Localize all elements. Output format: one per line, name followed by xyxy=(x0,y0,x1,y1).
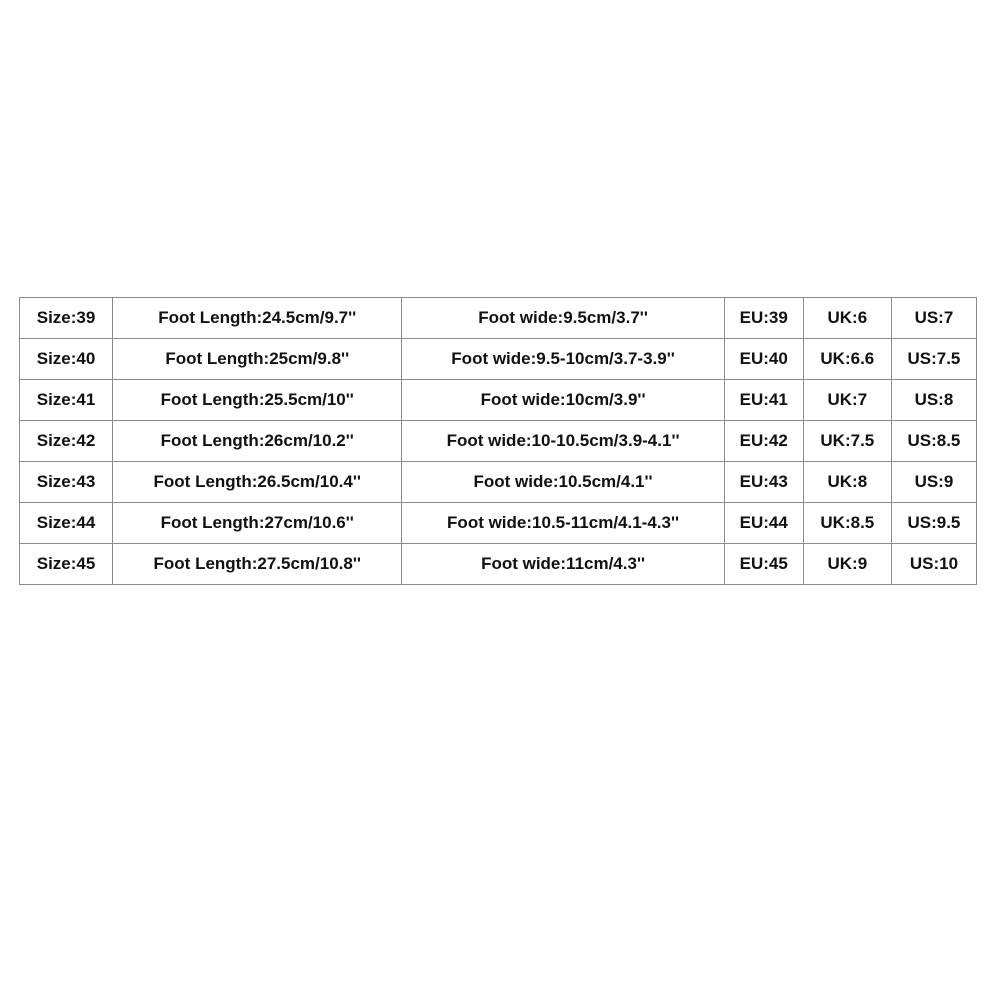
uk-size-cell: UK:7.5 xyxy=(803,421,891,462)
foot-length-cell: Foot Length:24.5cm/9.7'' xyxy=(113,298,402,339)
size-cell: Size:44 xyxy=(20,503,113,544)
foot-length-cell: Foot Length:25.5cm/10'' xyxy=(113,380,402,421)
foot-length-cell: Foot Length:25cm/9.8'' xyxy=(113,339,402,380)
size-cell: Size:42 xyxy=(20,421,113,462)
uk-size-cell: UK:7 xyxy=(803,380,891,421)
foot-wide-cell: Foot wide:10.5-11cm/4.1-4.3'' xyxy=(402,503,724,544)
table-row xyxy=(20,503,977,544)
eu-size-cell: EU:41 xyxy=(724,380,803,421)
uk-size-cell: UK:9 xyxy=(803,544,891,585)
size-cell: Size:41 xyxy=(20,380,113,421)
table-row xyxy=(20,462,977,503)
size-cell: Size:40 xyxy=(20,339,113,380)
foot-length-cell: Foot Length:27cm/10.6'' xyxy=(113,503,402,544)
foot-wide-cell: Foot wide:9.5cm/3.7'' xyxy=(402,298,724,339)
us-size-cell: US:8.5 xyxy=(891,421,976,462)
us-size-cell: US:7.5 xyxy=(891,339,976,380)
table-row xyxy=(20,421,977,462)
uk-size-cell: UK:8.5 xyxy=(803,503,891,544)
table-row xyxy=(20,339,977,380)
eu-size-cell: EU:39 xyxy=(724,298,803,339)
us-size-cell: US:7 xyxy=(891,298,976,339)
eu-size-cell: EU:40 xyxy=(724,339,803,380)
foot-wide-cell: Foot wide:10-10.5cm/3.9-4.1'' xyxy=(402,421,724,462)
foot-length-cell: Foot Length:27.5cm/10.8'' xyxy=(113,544,402,585)
size-cell: Size:43 xyxy=(20,462,113,503)
table-row xyxy=(20,380,977,421)
foot-wide-cell: Foot wide:10cm/3.9'' xyxy=(402,380,724,421)
foot-wide-cell: Foot wide:11cm/4.3'' xyxy=(402,544,724,585)
us-size-cell: US:10 xyxy=(891,544,976,585)
us-size-cell: US:9 xyxy=(891,462,976,503)
foot-length-cell: Foot Length:26.5cm/10.4'' xyxy=(113,462,402,503)
table-row xyxy=(20,298,977,339)
eu-size-cell: EU:43 xyxy=(724,462,803,503)
eu-size-cell: EU:42 xyxy=(724,421,803,462)
us-size-cell: US:8 xyxy=(891,380,976,421)
foot-wide-cell: Foot wide:9.5-10cm/3.7-3.9'' xyxy=(402,339,724,380)
eu-size-cell: EU:44 xyxy=(724,503,803,544)
eu-size-cell: EU:45 xyxy=(724,544,803,585)
size-cell: Size:45 xyxy=(20,544,113,585)
table-row xyxy=(20,544,977,585)
us-size-cell: US:9.5 xyxy=(891,503,976,544)
foot-length-cell: Foot Length:26cm/10.2'' xyxy=(113,421,402,462)
uk-size-cell: UK:6 xyxy=(803,298,891,339)
uk-size-cell: UK:6.6 xyxy=(803,339,891,380)
foot-wide-cell: Foot wide:10.5cm/4.1'' xyxy=(402,462,724,503)
uk-size-cell: UK:8 xyxy=(803,462,891,503)
size-chart-table xyxy=(19,297,977,585)
size-cell: Size:39 xyxy=(20,298,113,339)
